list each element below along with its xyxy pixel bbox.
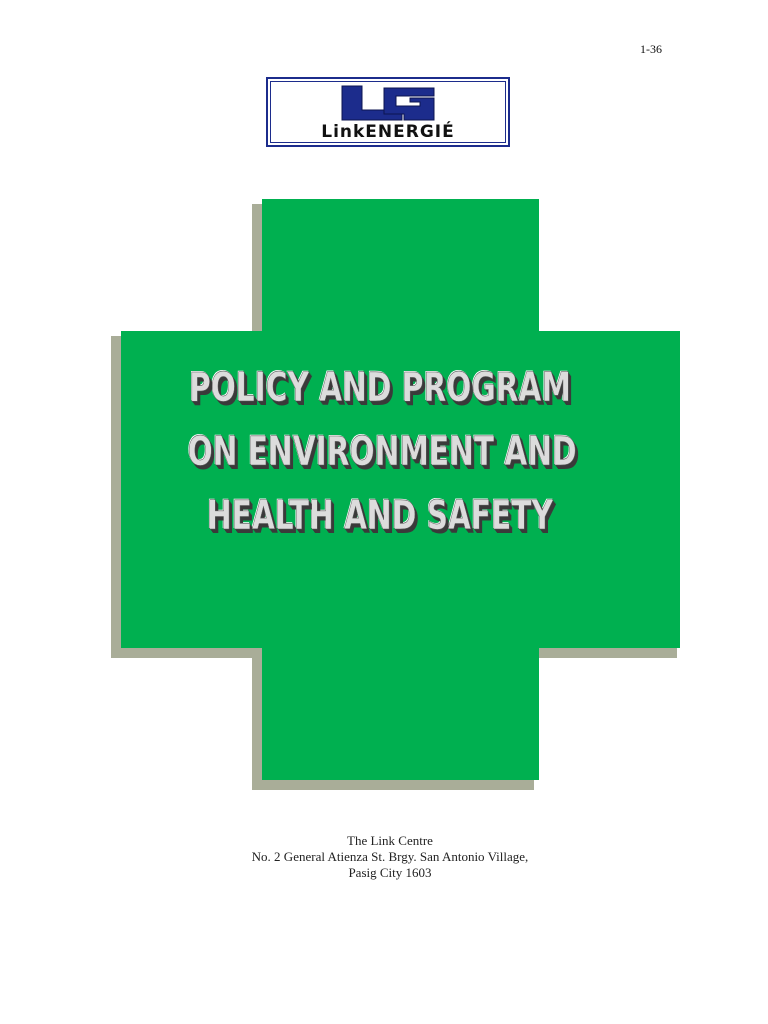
address-line-2: No. 2 General Atienza St. Brgy. San Antonio Village, bbox=[251, 849, 529, 864]
address-line-1: The Link Centre bbox=[347, 833, 433, 848]
title-line-3: HEALTH AND SAFETY bbox=[207, 493, 553, 539]
document-title bbox=[120, 360, 640, 539]
title-line-1: POLICY AND PROGRAM bbox=[189, 365, 571, 411]
title-line-2: ON ENVIRONMENT AND bbox=[187, 429, 577, 475]
address-line-3: Pasig City 1603 bbox=[348, 865, 432, 880]
address-block bbox=[190, 833, 590, 881]
page-number: 1-36 bbox=[640, 42, 662, 56]
logo-wordmark: LinkENERGIÉ bbox=[321, 122, 455, 142]
